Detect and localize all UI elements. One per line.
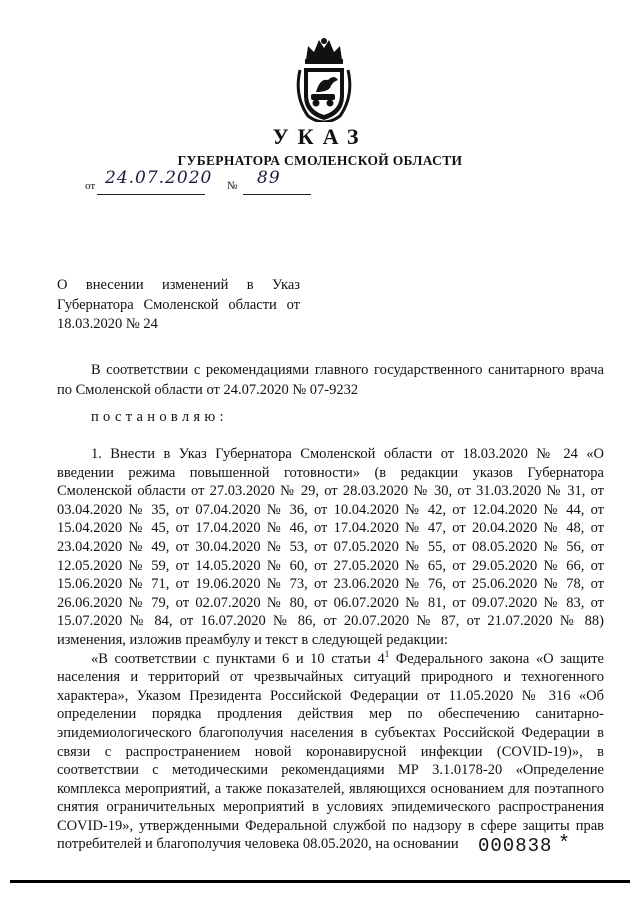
quote-start-text: «В соответствии с пунктами 6 и 10 статьи 4 (91, 650, 385, 667)
document-body (57, 445, 604, 854)
coat-of-arms-emblem (294, 36, 354, 122)
subject-heading: О внесении изменений в Указ Губернатора Смоленской области от 18.03.2020 № 24 (57, 277, 300, 332)
item-1-paragraph: 1. Внести в Указ Губернатора Смоленской области от 18.03.2020 № 24 «О введении режима повышенной готовности» (в редакции указов Губернатора Смоленской области от 27.03.2020 № 29, от 28.03.2020 № 30, от 31.03.2020 № 31, от 03.04.2020 № 35, от 07.04.2020 № 36, от 10.04.2020 № 42, от 12.04.2020 № 44, от 15.04.2020 № 45, от 17.04.2020 № 46, от 17.04.2020 № 47, от 20.04.2020 № 48, от 23.04.2020 № 49, от 30.04.2020 № 53, от 07.05.2020 № 55, от 08.05.2020 № 56, от 12.05.2020 № 59, от 14.05.2020 № 60, от 27.05.2020 № 65, от 29.05.2020 № 66, от 15.06.2020 № 71, от 19.06.2020 № 73, от 23.06.2020 № 76, от 25.06.2020 № 78, от 26.06.2020 № 79, от 02.07.2020 № 80, от 06.07.2020 № 81, от 09.07.2020 № 83, от 15.07.2020 № 84, от 16.07.2020 № 86, от 20.07.2020 № 87, от 21.07.2020 № 88) изменения, изложив преамбулу и текст в следующей редакции: (57, 446, 604, 648)
date-underline (97, 194, 205, 195)
number-prefix-label: № (227, 180, 238, 192)
preamble-paragraph: В соответствии с рекомендациями главного государственного санитарного врача по Смоленской области от 24.07.2020 № 07-9232 (57, 362, 604, 398)
issuer-subtitle: ГУБЕРНАТОРА СМОЛЕНСКОЙ ОБЛАСТИ (177, 153, 463, 168)
date-prefix-label: от (85, 180, 96, 192)
quote-rest-text: Федерального закона «О защите населения и территорий от чрезвычайных ситуаций природного и техногенного характера», Указом Президента Российской Федерации от 11.05.2020 № 316 «Об определении порядка продления действия мер по обеспечению санитарно-эпидемиологического благополучия населения в субъектах Российской Федерации в связи с распространением новой коронавирусной инфекции (COVID-19)», в соответствии с методическими рекомендациями МР 3.1.0178-20 «Определение комплекса мероприятий, а также показателей, являющихся основанием для поэтапного снятия ограничительных мероприятий в условиях эпидемического распространения COVID-19», утвержденными Федеральной службой по надзору в сфере защиты прав потребителей и благополучия человека 08.05.2020, на основании (57, 650, 604, 853)
document-title: УКАЗ (272, 124, 368, 149)
serial-number: 000838 (478, 835, 553, 857)
quote-paragraph (57, 650, 604, 855)
number-underline (243, 194, 311, 195)
bottom-rule (10, 880, 630, 883)
handwritten-date: 24.07.2020 (105, 168, 213, 188)
decree-word: постановляю: (91, 409, 228, 425)
serial-asterisk: * (558, 833, 571, 856)
superscript-mark: 1 (384, 648, 390, 659)
handwritten-number: 89 (257, 168, 281, 188)
